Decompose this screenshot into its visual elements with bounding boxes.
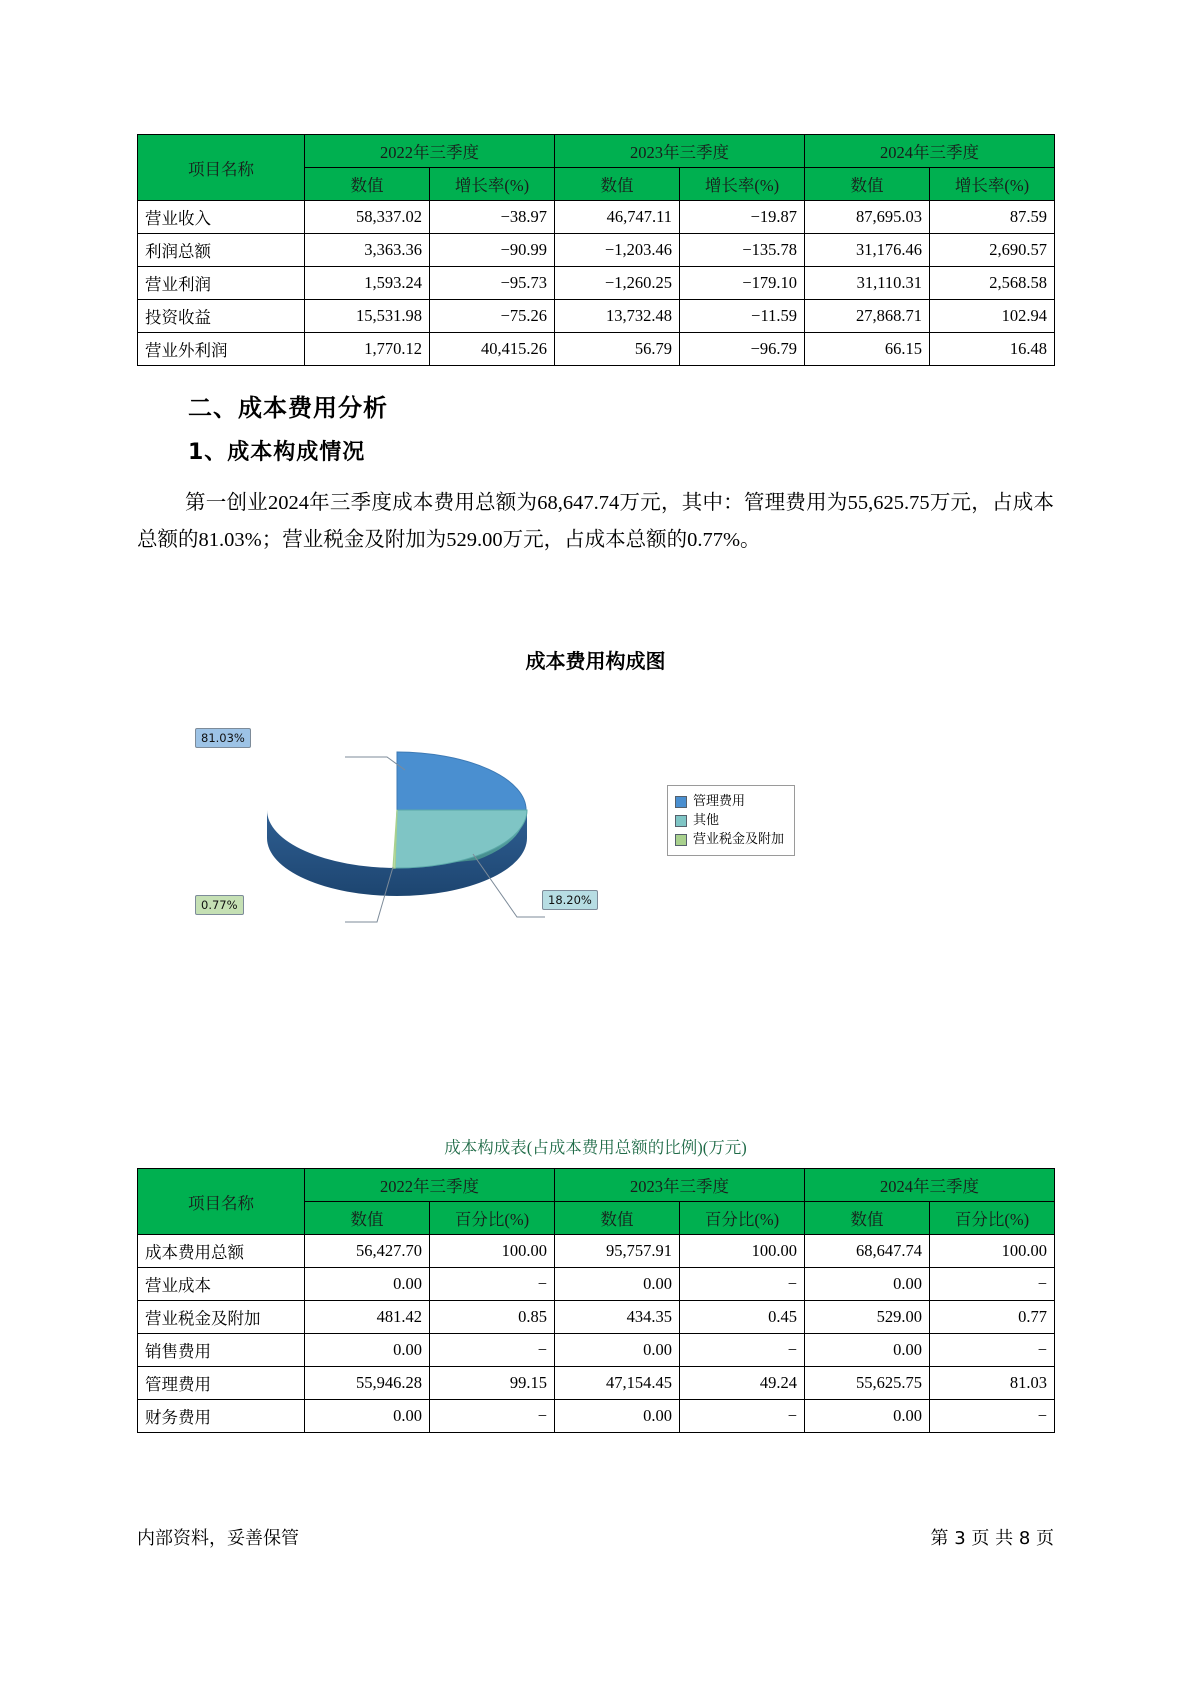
table-row <box>138 201 1055 234</box>
cell: −1,203.46 <box>555 234 680 267</box>
cell: 0.00 <box>305 1268 430 1301</box>
cell: − <box>680 1268 805 1301</box>
row-label: 营业成本 <box>138 1268 305 1301</box>
cell: 529.00 <box>805 1301 930 1334</box>
cell: − <box>430 1334 555 1367</box>
header-sub-4: 数值 <box>805 1202 930 1235</box>
header-sub-5: 百分比(%) <box>930 1202 1055 1235</box>
header-sub-4: 数值 <box>805 168 930 201</box>
row-label: 成本费用总额 <box>138 1235 305 1268</box>
cell: 0.00 <box>805 1334 930 1367</box>
cell: 55,625.75 <box>805 1367 930 1400</box>
header-period-2023: 2023年三季度 <box>555 135 805 168</box>
row-label: 投资收益 <box>138 300 305 333</box>
row-label: 销售费用 <box>138 1334 305 1367</box>
cell: − <box>930 1268 1055 1301</box>
legend-item <box>675 830 784 849</box>
cell: 0.00 <box>305 1334 430 1367</box>
header-period-2024: 2024年三季度 <box>805 1169 1055 1202</box>
header-sub-2: 数值 <box>555 1202 680 1235</box>
table-row <box>138 1334 1055 1367</box>
cell: −38.97 <box>430 201 555 234</box>
cell: 87.59 <box>930 201 1055 234</box>
cell: 2,690.57 <box>930 234 1055 267</box>
cell: −75.26 <box>430 300 555 333</box>
cell: −11.59 <box>680 300 805 333</box>
cell: 55,946.28 <box>305 1367 430 1400</box>
cell: −1,260.25 <box>555 267 680 300</box>
table-2 <box>137 1168 1055 1433</box>
table-row <box>138 1301 1055 1334</box>
legend-swatch-icon <box>675 796 687 808</box>
cell: 2,568.58 <box>930 267 1055 300</box>
row-label: 营业外利润 <box>138 333 305 366</box>
table-row <box>138 333 1055 366</box>
legend-label: 其他 <box>693 813 720 828</box>
cell: − <box>430 1400 555 1433</box>
cell: 58,337.02 <box>305 201 430 234</box>
table-2-caption: 成本构成表(占成本费用总额的比例)(万元) <box>444 1138 747 1157</box>
header-sub-0: 数值 <box>305 1202 430 1235</box>
cell: 95,757.91 <box>555 1235 680 1268</box>
cell: − <box>930 1334 1055 1367</box>
cell: 31,176.46 <box>805 234 930 267</box>
pie-label-other: 18.20% <box>542 890 598 910</box>
cell: 49.24 <box>680 1367 805 1400</box>
body-paragraph: 第一创业2024年三季度成本费用总额为68,647.74万元，其中：管理费用为55,625.75万元，占成本总额的81.03%；营业税金及附加为529.00万元，占成本总额的0.77%。 <box>137 492 1054 551</box>
row-label: 管理费用 <box>138 1367 305 1400</box>
cell: 434.35 <box>555 1301 680 1334</box>
table-row <box>138 267 1055 300</box>
row-label: 营业税金及附加 <box>138 1301 305 1334</box>
table-row <box>138 300 1055 333</box>
header-sub-3: 百分比(%) <box>680 1202 805 1235</box>
header-sub-3: 增长率(%) <box>680 168 805 201</box>
cell: 31,110.31 <box>805 267 930 300</box>
legend-item <box>675 792 784 811</box>
table-header-row-top <box>138 135 1055 168</box>
cell: 99.15 <box>430 1367 555 1400</box>
row-label: 营业利润 <box>138 267 305 300</box>
header-period-2024: 2024年三季度 <box>805 135 1055 168</box>
table-row <box>138 1268 1055 1301</box>
legend-item <box>675 811 784 830</box>
cell: −179.10 <box>680 267 805 300</box>
cell: 87,695.03 <box>805 201 930 234</box>
cell: − <box>680 1334 805 1367</box>
pie-label-management-fee: 81.03% <box>195 728 251 748</box>
legend-label: 营业税金及附加 <box>693 832 785 847</box>
cell: 0.00 <box>805 1268 930 1301</box>
cell: 47,154.45 <box>555 1367 680 1400</box>
cell: 46,747.11 <box>555 201 680 234</box>
header-period-2022: 2022年三季度 <box>305 1169 555 1202</box>
header-sub-1: 百分比(%) <box>430 1202 555 1235</box>
header-sub-2: 数值 <box>555 168 680 201</box>
cell: 68,647.74 <box>805 1235 930 1268</box>
cost-composition-table <box>137 1168 1055 1433</box>
cell: 27,868.71 <box>805 300 930 333</box>
cell: 56.79 <box>555 333 680 366</box>
header-item-name: 项目名称 <box>138 1169 305 1235</box>
header-sub-1: 增长率(%) <box>430 168 555 201</box>
row-label: 财务费用 <box>138 1400 305 1433</box>
cell: 0.00 <box>555 1334 680 1367</box>
cell: 0.00 <box>805 1400 930 1433</box>
table-row <box>138 1235 1055 1268</box>
cell: − <box>680 1400 805 1433</box>
legend-swatch-icon <box>675 815 687 827</box>
cell: 100.00 <box>680 1235 805 1268</box>
pie-label-business-tax: 0.77% <box>195 895 244 915</box>
cell: 0.85 <box>430 1301 555 1334</box>
table-1 <box>137 134 1055 366</box>
header-sub-5: 增长率(%) <box>930 168 1055 201</box>
cell: 100.00 <box>430 1235 555 1268</box>
financial-summary-table <box>137 134 1055 366</box>
cell: − <box>930 1400 1055 1433</box>
chart-legend <box>667 785 795 856</box>
cell: −135.78 <box>680 234 805 267</box>
legend-label: 管理费用 <box>693 794 746 809</box>
cell: 0.77 <box>930 1301 1055 1334</box>
table-row <box>138 234 1055 267</box>
cell: −95.73 <box>430 267 555 300</box>
cell: 0.00 <box>555 1400 680 1433</box>
cell: 1,593.24 <box>305 267 430 300</box>
cell: 0.00 <box>555 1268 680 1301</box>
cell: −96.79 <box>680 333 805 366</box>
cell: 13,732.48 <box>555 300 680 333</box>
cell: 81.03 <box>930 1367 1055 1400</box>
cell: 16.48 <box>930 333 1055 366</box>
cell: 66.15 <box>805 333 930 366</box>
table-row <box>138 1400 1055 1433</box>
footer-confidentiality-note: 内部资料，妥善保管 <box>137 1528 299 1549</box>
cell: 56,427.70 <box>305 1235 430 1268</box>
leader-line-blue <box>345 757 405 770</box>
chart-title: 成本费用构成图 <box>525 649 666 673</box>
table-header-row-top <box>138 1169 1055 1202</box>
legend-swatch-icon <box>675 834 687 846</box>
cell: 0.45 <box>680 1301 805 1334</box>
cell: 3,363.36 <box>305 234 430 267</box>
row-label: 营业收入 <box>138 201 305 234</box>
cell: −90.99 <box>430 234 555 267</box>
cell: 40,415.26 <box>430 333 555 366</box>
cell: 100.00 <box>930 1235 1055 1268</box>
header-period-2023: 2023年三季度 <box>555 1169 805 1202</box>
header-period-2022: 2022年三季度 <box>305 135 555 168</box>
cell: 0.00 <box>305 1400 430 1433</box>
cell: 1,770.12 <box>305 333 430 366</box>
header-sub-0: 数值 <box>305 168 430 201</box>
cell: −19.87 <box>680 201 805 234</box>
header-item-name: 项目名称 <box>138 135 305 201</box>
table-row <box>138 1367 1055 1400</box>
cell: − <box>430 1268 555 1301</box>
cost-composition-pie-chart <box>137 690 1054 990</box>
cell: 102.94 <box>930 300 1055 333</box>
cell: 481.42 <box>305 1301 430 1334</box>
footer-page-number: 第 3 页 共 8 页 <box>930 1528 1054 1549</box>
subsection-heading: 1、成本构成情况 <box>188 440 366 465</box>
cell: 15,531.98 <box>305 300 430 333</box>
row-label: 利润总额 <box>138 234 305 267</box>
section-heading: 二、成本费用分析 <box>188 394 388 422</box>
